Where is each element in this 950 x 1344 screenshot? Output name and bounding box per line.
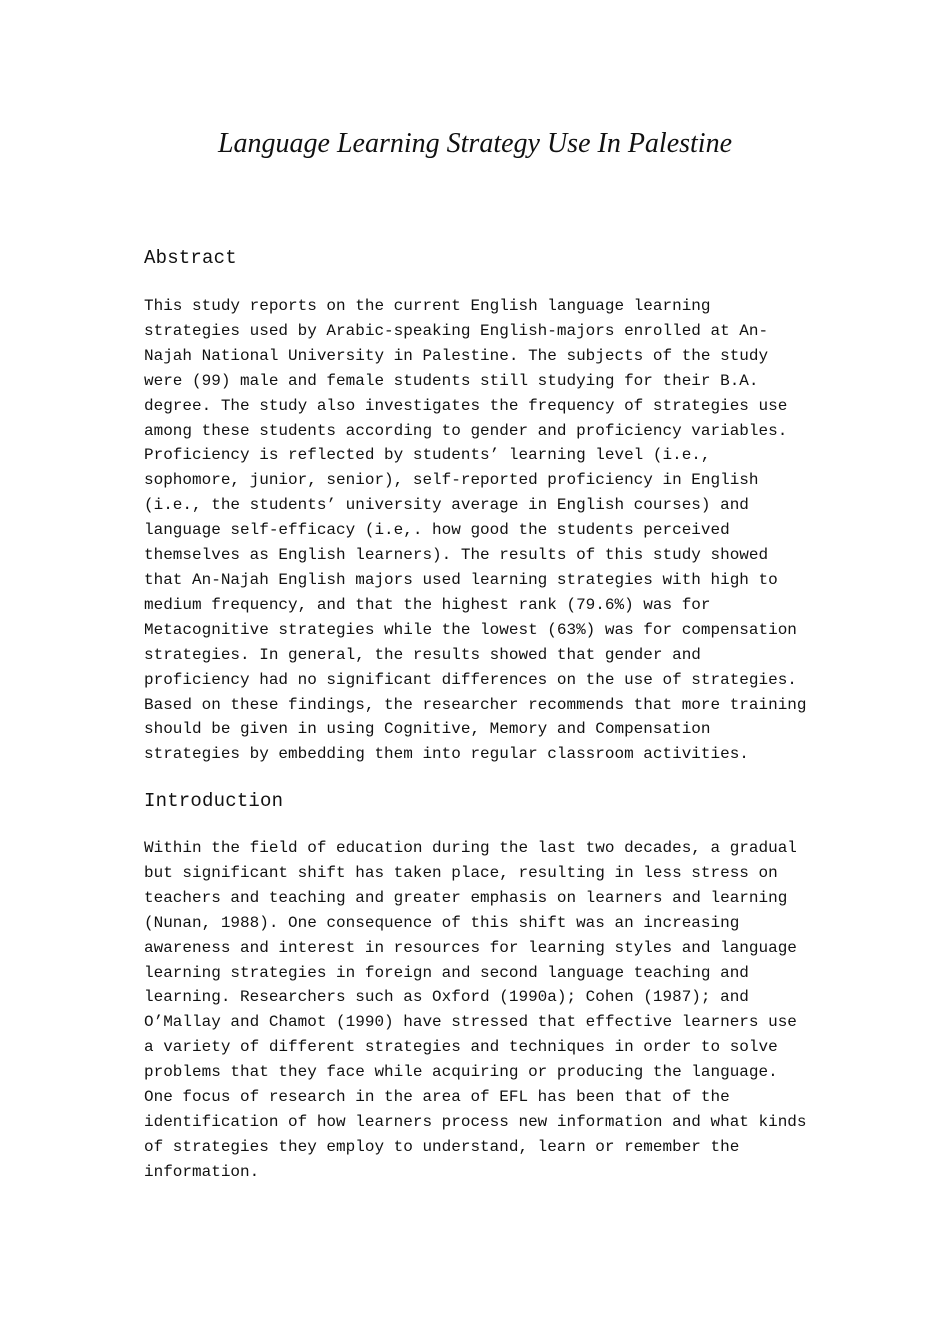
- text-line: degree. The study also investigates the frequency of strategies use: [144, 396, 788, 415]
- text-line: were (99) male and female students still studying for their B.A.: [144, 371, 759, 390]
- text-line: a variety of different strategies and techniques in order to solve: [144, 1038, 778, 1057]
- text-line: information.: [144, 1162, 260, 1181]
- abstract-heading: Abstract: [144, 247, 237, 269]
- text-line: learning. Researchers such as Oxford (1990a); Cohen (1987); and: [144, 988, 749, 1007]
- text-line: medium frequency, and that the highest rank (79.6%) was for: [144, 595, 711, 614]
- text-line: of strategies they employ to understand, learn or remember the: [144, 1137, 740, 1156]
- text-line: One focus of research in the area of EFL has been that of the: [144, 1088, 730, 1107]
- text-line: teachers and teaching and greater emphasis on learners and learning: [144, 888, 788, 907]
- text-line: Metacognitive strategies while the lowest (63%) was for compensation: [144, 620, 797, 639]
- text-line: Proficiency is reflected by students’ learning level (i.e.,: [144, 446, 711, 465]
- introduction-heading: Introduction: [144, 790, 284, 812]
- text-line: strategies used by Arabic-speaking English-majors enrolled at An-: [144, 321, 769, 340]
- introduction-paragraph: [144, 836, 824, 1185]
- text-line: but significant shift has taken place, resulting in less stress on: [144, 863, 778, 882]
- text-line: proficiency had no significant differences on the use of strategies.: [144, 670, 797, 689]
- text-line: This study reports on the current English language learning: [144, 297, 711, 315]
- text-line: identification of how learners process new information and what kinds: [144, 1112, 807, 1131]
- text-line: O’Mallay and Chamot (1990) have stressed that effective learners use: [144, 1013, 797, 1032]
- document-title: Language Learning Strategy Use In Palestine: [217, 128, 733, 159]
- text-line: should be given in using Cognitive, Memory and Compensation: [144, 720, 711, 739]
- text-line: problems that they face while acquiring or producing the language.: [144, 1063, 778, 1082]
- text-line: (i.e., the students’ university average in English courses) and: [144, 496, 749, 515]
- text-line: that An-Najah English majors used learning strategies with high to: [144, 570, 778, 589]
- text-line: strategies. In general, the results showed that gender and: [144, 645, 701, 664]
- abstract-paragraph: [144, 294, 824, 767]
- text-line: strategies by embedding them into regular classroom activities.: [144, 745, 749, 764]
- text-line: awareness and interest in resources for learning styles and language: [144, 938, 797, 957]
- text-line: Within the field of education during the last two decades, a gradual: [144, 839, 797, 857]
- text-line: language self-efficacy (i.e,. how good the students perceived: [144, 521, 730, 540]
- text-line: (Nunan, 1988). One consequence of this shift was an increasing: [144, 913, 740, 932]
- text-line: sophomore, junior, senior), self-reported proficiency in English: [144, 471, 759, 490]
- text-line: learning strategies in foreign and second language teaching and: [144, 963, 749, 982]
- text-line: themselves as English learners). The results of this study showed: [144, 546, 769, 565]
- text-line: among these students according to gender and proficiency variables.: [144, 421, 788, 440]
- text-line: Based on these findings, the researcher recommends that more training: [144, 695, 807, 714]
- text-line: Najah National University in Palestine. The subjects of the study: [144, 346, 769, 365]
